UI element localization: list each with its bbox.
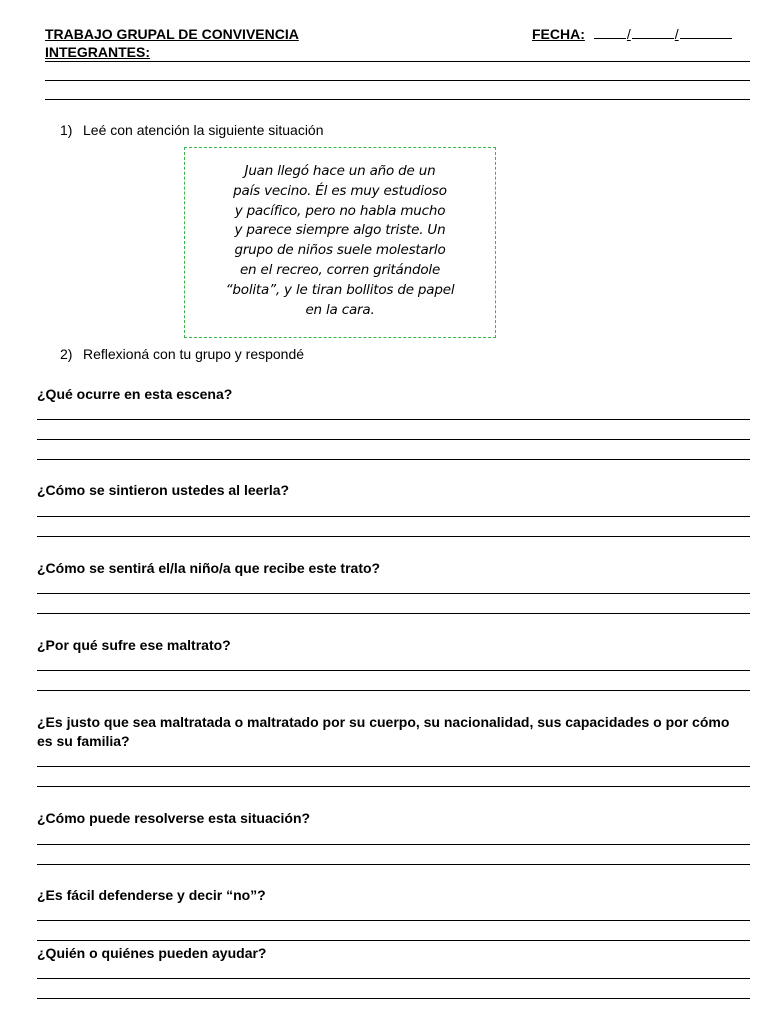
members-line[interactable] <box>45 80 750 81</box>
instruction-2 <box>60 346 304 362</box>
question-6: ¿Cómo puede resolverse esta situación? <box>37 810 311 826</box>
story-line: en el recreo, corren gritándole <box>239 261 441 278</box>
question-8: ¿Quién o quiénes pueden ayudar? <box>37 945 267 961</box>
answer-line[interactable] <box>37 419 750 420</box>
answer-line[interactable] <box>37 864 750 865</box>
answer-line[interactable] <box>37 786 750 787</box>
instruction-number: 2) <box>60 346 73 362</box>
date-separator: / <box>674 26 679 42</box>
answer-line[interactable] <box>37 998 750 999</box>
answer-line[interactable] <box>37 536 750 537</box>
answer-line[interactable] <box>37 766 750 767</box>
answer-line[interactable] <box>37 516 750 517</box>
question-1: ¿Qué ocurre en esta escena? <box>37 386 233 402</box>
worksheet-title: TRABAJO GRUPAL DE CONVIVENCIA <box>45 26 299 42</box>
answer-line[interactable] <box>37 593 750 594</box>
answer-line[interactable] <box>37 613 750 614</box>
date-label: FECHA: <box>532 26 585 42</box>
answer-line[interactable] <box>37 844 750 845</box>
instruction-1 <box>60 122 324 138</box>
question-2: ¿Cómo se sintieron ustedes al leerla? <box>37 482 290 498</box>
story-text <box>185 162 495 320</box>
answer-line[interactable] <box>37 920 750 921</box>
story-line: y parece siempre algo triste. Un <box>234 222 446 239</box>
answer-line[interactable] <box>37 670 750 671</box>
members-line[interactable] <box>45 99 750 100</box>
date-month-blank[interactable] <box>632 26 674 39</box>
story-line: Juan llegó hace un año de un <box>244 163 436 179</box>
question-4: ¿Por qué sufre ese maltrato? <box>37 637 231 653</box>
date-separator: / <box>626 26 631 42</box>
story-line: país vecino. Él es muy estudioso <box>233 182 447 199</box>
question-3: ¿Cómo se sentirá el/la niño/a que recibe este trato? <box>37 560 381 576</box>
question-5: ¿Es justo que sea maltratada o maltratado por su cuerpo, su nacionalidad, sus capacidades o por cómo es su familia? <box>37 714 730 749</box>
instruction-number: 1) <box>60 122 73 138</box>
answer-line[interactable] <box>37 690 750 691</box>
story-box <box>184 147 496 338</box>
story-line: “bolita”, y le tiran bollitos de papel <box>225 281 455 298</box>
date-field[interactable] <box>532 26 732 42</box>
answer-line[interactable] <box>37 940 750 941</box>
members-label: INTEGRANTES: <box>45 44 150 60</box>
instruction-text: Leé con atención la siguiente situación <box>83 122 324 138</box>
story-line: grupo de niños suele molestarlo <box>234 242 446 259</box>
instruction-text: Reflexioná con tu grupo y respondé <box>83 346 305 362</box>
story-line: y pacífico, pero no habla mucho <box>234 202 446 219</box>
date-day-blank[interactable] <box>594 26 626 39</box>
answer-line[interactable] <box>37 978 750 979</box>
question-7: ¿Es fácil defenderse y decir “no”? <box>37 887 266 903</box>
answer-line[interactable] <box>37 459 750 460</box>
members-line[interactable] <box>45 61 750 62</box>
story-line: en la cara. <box>305 301 375 318</box>
date-year-blank[interactable] <box>680 26 732 39</box>
answer-line[interactable] <box>37 439 750 440</box>
